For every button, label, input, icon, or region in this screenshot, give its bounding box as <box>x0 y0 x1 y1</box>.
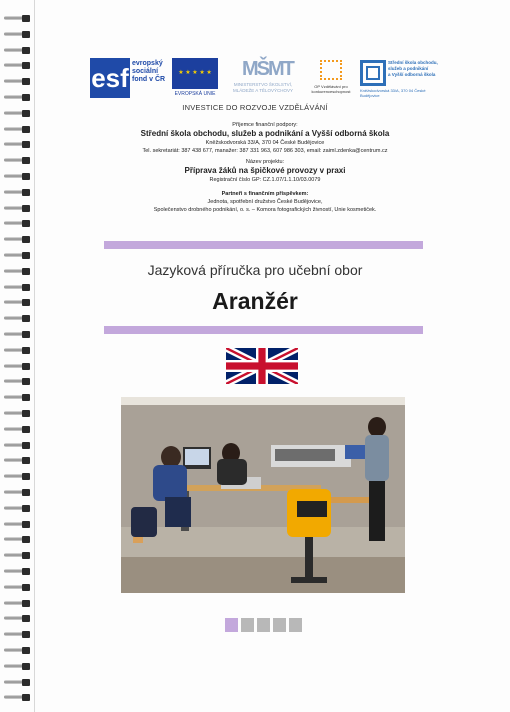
coil-hole <box>22 15 30 22</box>
binding-coil <box>4 425 32 434</box>
uk-flag-icon <box>226 348 298 384</box>
binding-coil <box>4 662 32 671</box>
coil-hole <box>22 600 30 607</box>
binding-coil <box>4 156 32 165</box>
binding-coil <box>4 488 32 497</box>
project-heading: Název projektu: <box>245 159 285 165</box>
coil-hole <box>22 78 30 85</box>
coil-hole <box>22 189 30 196</box>
coil-hole <box>22 694 30 701</box>
esf-logo <box>90 58 166 98</box>
esf-mark: esf <box>90 58 130 98</box>
binding-coil <box>4 346 32 355</box>
coil-hole <box>22 126 30 133</box>
coil-hole <box>22 394 30 401</box>
coil-hole <box>22 615 30 622</box>
binding-coil <box>4 520 32 529</box>
coil-hole <box>22 62 30 69</box>
school-logo-text <box>388 60 440 78</box>
accent-bar-top <box>104 241 423 249</box>
recipient-block <box>100 121 430 155</box>
binding-coil <box>4 330 32 339</box>
coil-hole <box>22 378 30 385</box>
school-address: Kněžskodvorská 33/A, 370 04 České Budějovice <box>360 88 426 98</box>
cover-title: Aranžér <box>212 288 298 314</box>
coil-hole <box>22 679 30 686</box>
esf-line: evropský <box>132 60 163 67</box>
binding-coil <box>4 14 32 23</box>
esf-line: fond v ČR <box>132 76 166 83</box>
project-name: Příprava žáků na špičkové provozy v praxi <box>184 166 346 175</box>
partners-block <box>100 190 430 214</box>
coil-hole <box>22 552 30 559</box>
binding-coil <box>4 377 32 386</box>
coil-hole <box>22 47 30 54</box>
coil-hole <box>22 410 30 417</box>
coil-hole <box>22 173 30 180</box>
coil-hole <box>22 631 30 638</box>
binding-coil <box>4 599 32 608</box>
accent-bar-bottom <box>104 326 423 334</box>
binding-coil <box>4 393 32 402</box>
eu-caption: EVROPSKÁ UNIE <box>174 91 216 97</box>
binding-coil <box>4 30 32 39</box>
school-logo <box>360 58 442 98</box>
coil-hole <box>22 505 30 512</box>
esf-line: sociální <box>132 68 159 75</box>
binding-coil <box>4 409 32 418</box>
op-square-icon <box>320 60 342 80</box>
pagination-square <box>241 618 254 632</box>
coil-hole <box>22 205 30 212</box>
school-inner-square-icon <box>366 66 380 80</box>
recipient-address: Kněžskodvorská 33/A, 370 04 České Budějovice <box>205 140 325 146</box>
coil-hole <box>22 315 30 322</box>
binding-coil <box>4 504 32 513</box>
binding-coil <box>4 251 32 260</box>
coil-hole <box>22 331 30 338</box>
partners-line: Jednota, spotřební družstvo České Budějovice, <box>207 199 323 205</box>
cover-subtitle: Jazyková příručka pro učební obor <box>147 262 363 278</box>
binding-coil <box>4 314 32 323</box>
school-line: a Vyšší odborná škola <box>388 72 436 77</box>
binding-coil <box>4 362 32 371</box>
eu-stars-icon: ★ ★ ★ ★ ★ <box>178 70 212 76</box>
investice-tagline: INVESTICE DO ROZVOJE VZDĚLÁVÁNÍ <box>182 103 328 112</box>
coil-hole <box>22 157 30 164</box>
coil-hole <box>22 363 30 370</box>
coil-hole <box>22 584 30 591</box>
coil-hole <box>22 220 30 227</box>
binding-coil <box>4 46 32 55</box>
esf-text <box>132 60 165 84</box>
op-logo <box>312 58 350 98</box>
binding-coil <box>4 140 32 149</box>
op-caption: OP Vzdělávání pro konkurenceschopnost <box>311 84 351 94</box>
binding-coil <box>4 551 32 560</box>
binding-coil <box>4 646 32 655</box>
coil-hole <box>22 568 30 575</box>
binding-coil <box>4 219 32 228</box>
eu-logo <box>172 58 218 98</box>
binding-coil <box>4 77 32 86</box>
coil-hole <box>22 347 30 354</box>
classroom-photo <box>121 397 405 593</box>
coil-hole <box>22 536 30 543</box>
coil-hole <box>22 647 30 654</box>
binding-coil <box>4 235 32 244</box>
project-block <box>100 158 430 184</box>
school-line: Střední škola obchodu, <box>388 60 438 65</box>
pagination-square <box>289 618 302 632</box>
binding-coil <box>4 93 32 102</box>
msmt-caption: MINISTERSTVO ŠKOLSTVÍ, MLÁDEŽE A TĚLOVÝCHOVY <box>233 82 293 93</box>
coil-hole <box>22 31 30 38</box>
coil-hole <box>22 521 30 528</box>
binding-coil <box>4 614 32 623</box>
binding-coil <box>4 678 32 687</box>
coil-hole <box>22 457 30 464</box>
partners-line: Společenstvo drobného podnikání, o. s. – Komora fotografických živností, Unie kosmetiček. <box>153 207 377 213</box>
recipient-contact: Tel. sekretariát: 387 438 677, manažer: 387 331 963, 607 986 303, email: zaiml.zdenka@centrum.cz <box>142 148 388 154</box>
pagination-square <box>257 618 270 632</box>
binding-coil <box>4 456 32 465</box>
binding-coil <box>4 630 32 639</box>
binding-coil <box>4 693 32 702</box>
binding-coil <box>4 125 32 134</box>
coil-hole <box>22 236 30 243</box>
binding-coil <box>4 535 32 544</box>
binding-coil <box>4 61 32 70</box>
binding-coil <box>4 172 32 181</box>
msmt-logo <box>233 58 293 98</box>
project-reg: Registrační číslo GP: CZ.1.07/1.1.10/03.0079 <box>209 177 321 183</box>
coil-hole <box>22 141 30 148</box>
coil-hole <box>22 442 30 449</box>
recipient-heading: Příjemce finanční podpory: <box>232 122 298 128</box>
coil-hole <box>22 426 30 433</box>
coil-hole <box>22 489 30 496</box>
partners-heading: Partneři s finančním příspěvkem: <box>221 191 309 197</box>
coil-hole <box>22 473 30 480</box>
coil-hole <box>22 252 30 259</box>
binding-coil <box>4 583 32 592</box>
binding-coil <box>4 472 32 481</box>
coil-hole <box>22 663 30 670</box>
binding-coil <box>4 567 32 576</box>
msmt-mark: MŠMT <box>242 58 293 80</box>
binding-coil <box>4 441 32 450</box>
pagination-square <box>273 618 286 632</box>
binding-coil <box>4 204 32 213</box>
sponsor-logos <box>90 58 440 100</box>
coil-hole <box>22 94 30 101</box>
recipient-name: Střední škola obchodu, služeb a podnikání a Vyšší odborná škola <box>140 129 390 138</box>
school-line: služeb a podnikání <box>388 66 429 71</box>
pagination-square <box>225 618 238 632</box>
binding-coil <box>4 188 32 197</box>
